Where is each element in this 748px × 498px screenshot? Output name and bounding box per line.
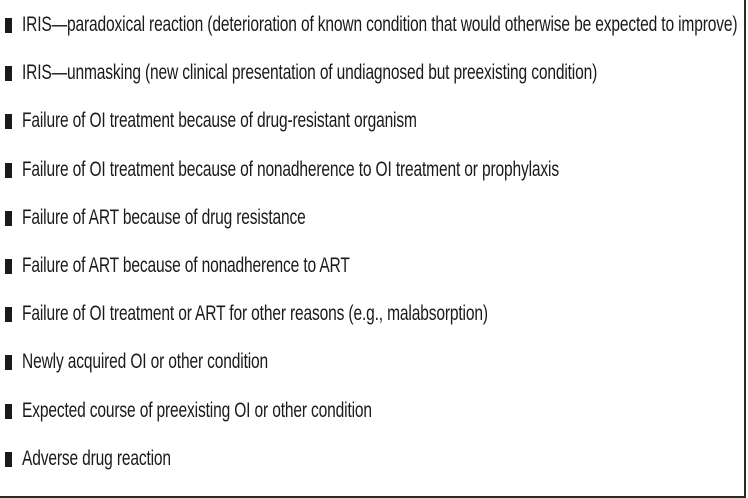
square-bullet-icon [5, 259, 12, 274]
list-item [4, 396, 742, 444]
square-bullet-icon [5, 66, 12, 81]
list-item-text: Failure of ART because of nonadherence to ART [22, 253, 350, 277]
square-bullet-icon [5, 163, 12, 178]
list-item-text: Failure of OI treatment because of drug-resistant organism [22, 109, 417, 133]
list-item-text: Failure of ART because of drug resistance [22, 205, 306, 229]
list-item [4, 299, 742, 347]
list-item [4, 106, 742, 154]
list-item-text: Adverse drug reaction [22, 446, 171, 470]
list-item-text: Newly acquired OI or other condition [22, 350, 269, 374]
square-bullet-icon [5, 114, 12, 129]
square-bullet-icon [5, 452, 12, 467]
square-bullet-icon [5, 211, 12, 226]
list-item [4, 155, 742, 203]
list-item [4, 251, 742, 299]
square-bullet-icon [5, 307, 12, 322]
list-item-text: IRIS—paradoxical reaction (deterioration of known condition that would otherwise be expected to improve) [22, 13, 738, 36]
list-item-text: Failure of OI treatment or ART for other reasons (e.g., malabsorption) [22, 302, 488, 326]
list-item-text: Failure of OI treatment because of nonadherence to OI treatment or prophylaxis [22, 157, 559, 181]
list-item [4, 203, 742, 251]
list-item [4, 58, 742, 106]
square-bullet-icon [5, 18, 12, 33]
list-item [4, 444, 742, 492]
square-bullet-icon [5, 355, 12, 370]
list-item [4, 10, 742, 58]
list-item [4, 347, 742, 395]
square-bullet-icon [5, 404, 12, 419]
list-item-text: IRIS—unmasking (new clinical presentation of undiagnosed but preexisting condition) [22, 61, 598, 85]
list-item-text: Expected course of preexisting OI or other condition [22, 398, 372, 422]
bullet-list [4, 10, 742, 492]
